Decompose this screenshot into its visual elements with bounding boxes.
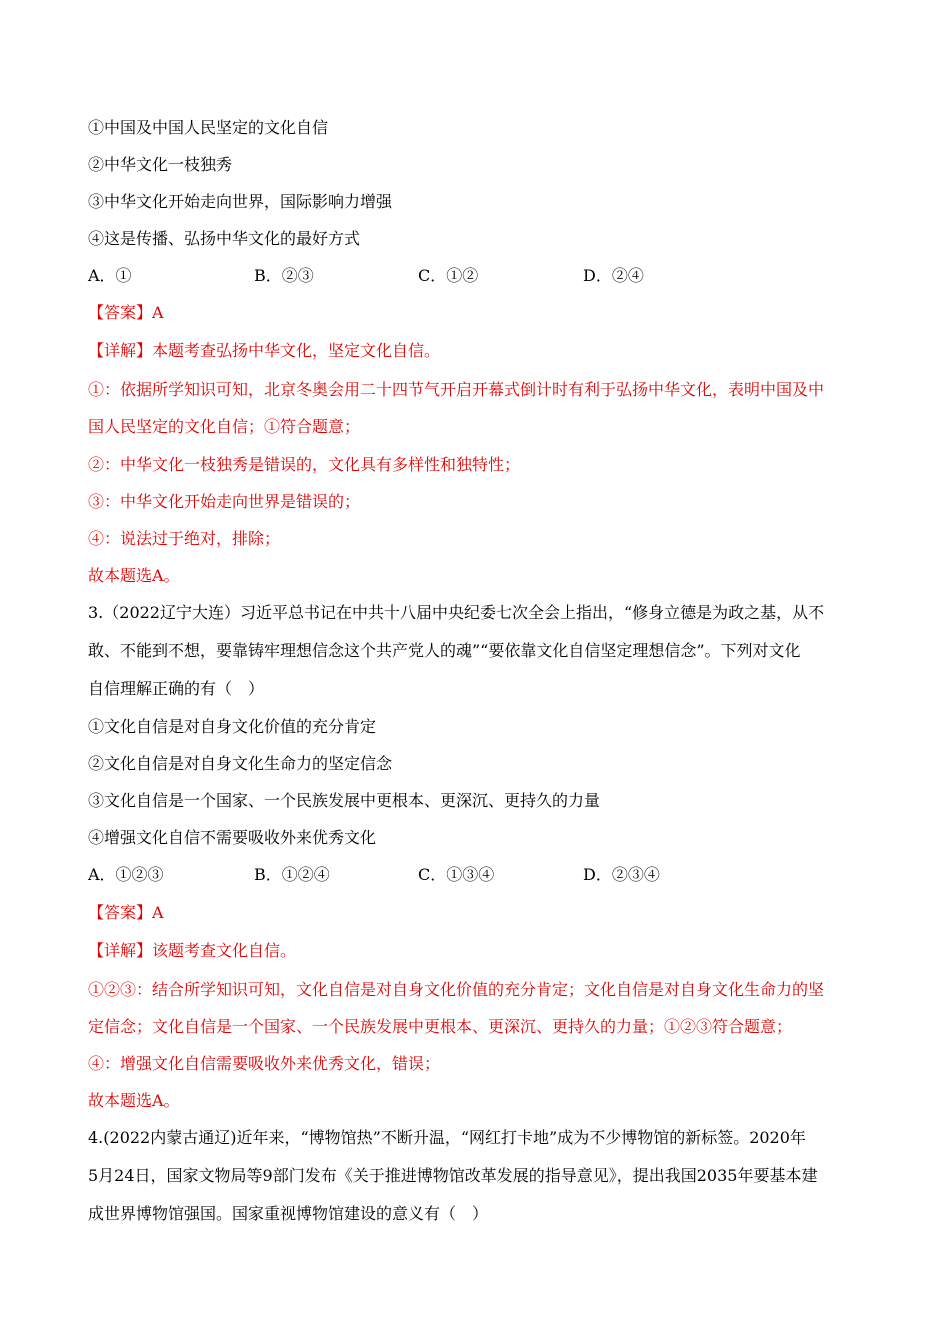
q3-stem-1: 3.（2022辽宁大连）习近平总书记在中共十八届中央纪委七次全会上指出，“修身立德是为政之基，从不: [88, 603, 825, 622]
q2-analysis-6: ④：说法过于绝对，排除；: [88, 529, 281, 548]
q3-option-b: B．①②④: [254, 865, 330, 884]
q3-option-d: D．②③④: [583, 865, 660, 884]
q4-stem-3: 成世界博物馆强国。国家重视博物馆建设的意义有（ ）: [88, 1204, 489, 1223]
q3-options: [88, 865, 868, 885]
q2-option-a: A．①: [88, 266, 132, 285]
q3-item-2: ②文化自信是对自身文化生命力的坚定信念: [88, 754, 393, 773]
q3-option-c: C．①③④: [418, 865, 495, 884]
q3-answer: 【答案】A: [88, 903, 164, 922]
q2-option-b: B．②③: [254, 266, 314, 285]
q3-analysis-2: ①②③：结合所学知识可知，文化自信是对自身文化价值的充分肯定；文化自信是对自身文化生命力的坚: [88, 980, 825, 999]
q2-analysis-4: ②：中华文化一枝独秀是错误的，文化具有多样性和独特性；: [88, 455, 521, 474]
q2-option-d: D．②④: [583, 266, 644, 285]
q2-item-4: ④这是传播、弘扬中华文化的最好方式: [88, 229, 361, 248]
q2-item-3: ③中华文化开始走向世界，国际影响力增强: [88, 192, 393, 211]
q2-analysis-3: 国人民坚定的文化自信；①符合题意；: [88, 417, 361, 436]
q2-analysis-7: 故本题选A。: [88, 566, 180, 585]
q4-stem-1: 4.(2022内蒙古通辽)近年来，“博物馆热”不断升温，“网红打卡地”成为不少博物馆的新标签。2020年: [88, 1128, 806, 1147]
q2-options: [88, 266, 868, 286]
q2-analysis-2: ①：依据所学知识可知，北京冬奥会用二十四节气开启开幕式倒计时有利于弘扬中华文化，表明中国及中: [88, 380, 825, 399]
q3-analysis-4: ④：增强文化自信需要吸收外来优秀文化，错误；: [88, 1054, 441, 1073]
q2-analysis-5: ③：中华文化开始走向世界是错误的；: [88, 492, 361, 511]
q2-item-1: ①中国及中国人民坚定的文化自信: [88, 118, 329, 137]
q4-stem-2: 5月24日，国家文物局等9部门发布《关于推进博物馆改革发展的指导意见》，提出我国2035年要基本建: [88, 1166, 818, 1185]
q2-option-c: C．①②: [418, 266, 479, 285]
q2-item-2: ②中华文化一枝独秀: [88, 155, 233, 174]
q3-analysis-5: 故本题选A。: [88, 1091, 180, 1110]
q2-answer: 【答案】A: [88, 303, 164, 322]
q2-analysis-1: 【详解】本题考查弘扬中华文化，坚定文化自信。: [88, 341, 441, 360]
q3-stem-2: 敢、不能到不想，要靠铸牢理想信念这个共产党人的魂”“要依靠文化自信坚定理想信念”。下列对文化: [88, 641, 801, 660]
q3-analysis-1: 【详解】该题考查文化自信。: [88, 941, 297, 960]
q3-item-4: ④增强文化自信不需要吸收外来优秀文化: [88, 828, 377, 847]
q3-item-3: ③文化自信是一个国家、一个民族发展中更根本、更深沉、更持久的力量: [88, 791, 601, 810]
q3-analysis-3: 定信念；文化自信是一个国家、一个民族发展中更根本、更深沉、更持久的力量；①②③符合题意；: [88, 1017, 793, 1036]
q3-option-a: A．①②③: [88, 865, 164, 884]
q3-item-1: ①文化自信是对自身文化价值的充分肯定: [88, 717, 377, 736]
q3-stem-3: 自信理解正确的有（ ）: [88, 679, 265, 698]
